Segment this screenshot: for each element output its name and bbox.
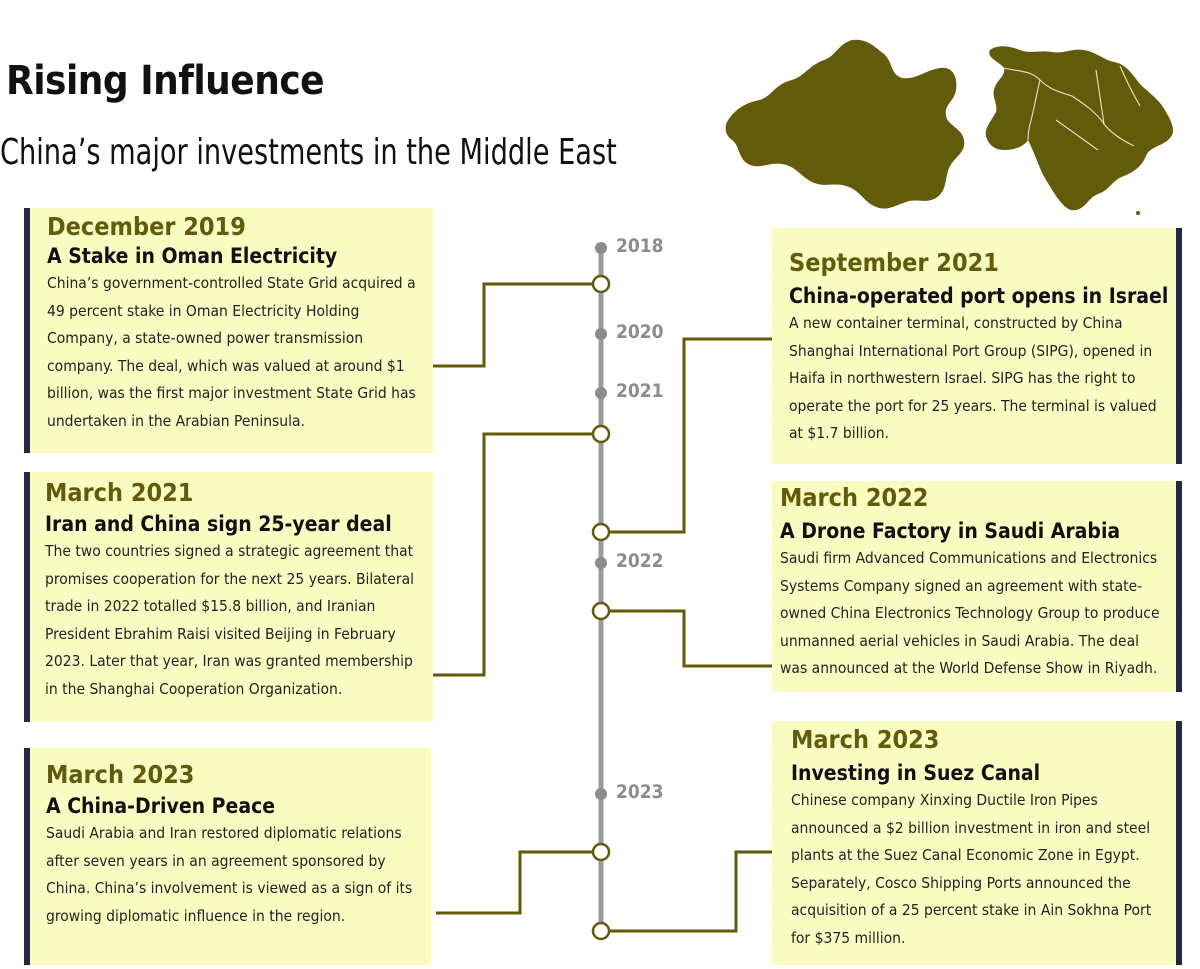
year-dot [595,242,607,254]
connector-line [601,611,772,666]
event-card [772,721,1182,965]
event-date: March 2023 [791,725,940,754]
connector-line [436,852,601,913]
event-marker [593,603,609,619]
event-body: Saudi Arabia and Iran restored diplomatic relations after seven years in an agreement sponsored by China. China’s involvement is viewed as a sign of its growing diplomatic influence in the region. [46,824,413,925]
page-title: Rising Influence [6,58,325,104]
event-body: Saudi firm Advanced Communications and Electronics Systems Company signed an agreement with state-owned China Electronics Technology Group to produce unmanned aerial vehicles in Saudi Arabia. The deal was announced at the World Defense Show in Riyadh. [780,549,1160,677]
year-label: 2018 [616,235,664,257]
event-date: December 2019 [47,212,246,241]
year-dot [595,328,607,340]
connector-line [601,852,790,931]
event-marker [593,844,609,860]
event-date: March 2023 [46,760,195,789]
page-subtitle: China’s major investments in the Middle East [0,132,617,173]
event-card [24,208,433,453]
event-body: Chinese company Xinxing Ductile Iron Pipes announced a $2 billion investment in iron and steel plants at the Suez Canal Economic Zone in Egypt. Separately, Cosco Shipping Ports announced the acquisition of a 25 percent stake in Ain Sokhna Port for $375 million. [791,791,1152,947]
event-date: March 2021 [45,478,194,507]
event-card [24,748,431,965]
event-headline: A Stake in Oman Electricity [47,244,338,268]
event-card [24,472,433,722]
event-marker [593,426,609,442]
event-headline: A China-Driven Peace [46,794,276,818]
event-body: A new container terminal, constructed by China Shanghai International Port Group (SIPG), opened in Haifa in northwestern Israel. SIPG has the right to operate the port for 25 years. The terminal is valued at $1.7 billion. [789,314,1157,442]
event-marker [593,276,609,292]
year-label: 2021 [616,380,664,402]
year-dot [595,788,607,800]
event-card [772,228,1182,464]
event-body: China’s government-controlled State Grid acquired a 49 percent stake in Oman Electricity Holding Company, a state-owned power transmission company. The deal, which was valued at around $1 billion, was the first major investment State Grid has undertaken in the Arabian Peninsula. [47,274,416,430]
event-card [772,481,1182,692]
year-label: 2020 [616,321,664,343]
connector-line [433,284,601,366]
connector-line [433,434,601,675]
event-body: The two countries signed a strategic agreement that promises cooperation for the next 25 years. Bilateral trade in 2022 totalled $15.8 billion, and Iranian President Ebrahim Raisi visited Beijing in February 2023. Later that year, Iran was granted membership in the Shanghai Cooperation Organization. [45,542,414,698]
event-date: September 2021 [789,248,999,277]
event-headline: Iran and China sign 25-year deal [45,512,392,536]
event-headline: A Drone Factory in Saudi Arabia [780,519,1121,543]
year-dot [595,387,607,399]
year-label: 2023 [616,781,664,803]
event-headline: China-operated port opens in Israel [789,284,1169,308]
year-label: 2022 [616,550,664,572]
event-date: March 2022 [780,483,929,512]
year-dot [595,557,607,569]
connector-line [601,339,772,532]
event-marker [593,923,609,939]
event-headline: Investing in Suez Canal [791,761,1041,785]
event-marker [593,524,609,540]
